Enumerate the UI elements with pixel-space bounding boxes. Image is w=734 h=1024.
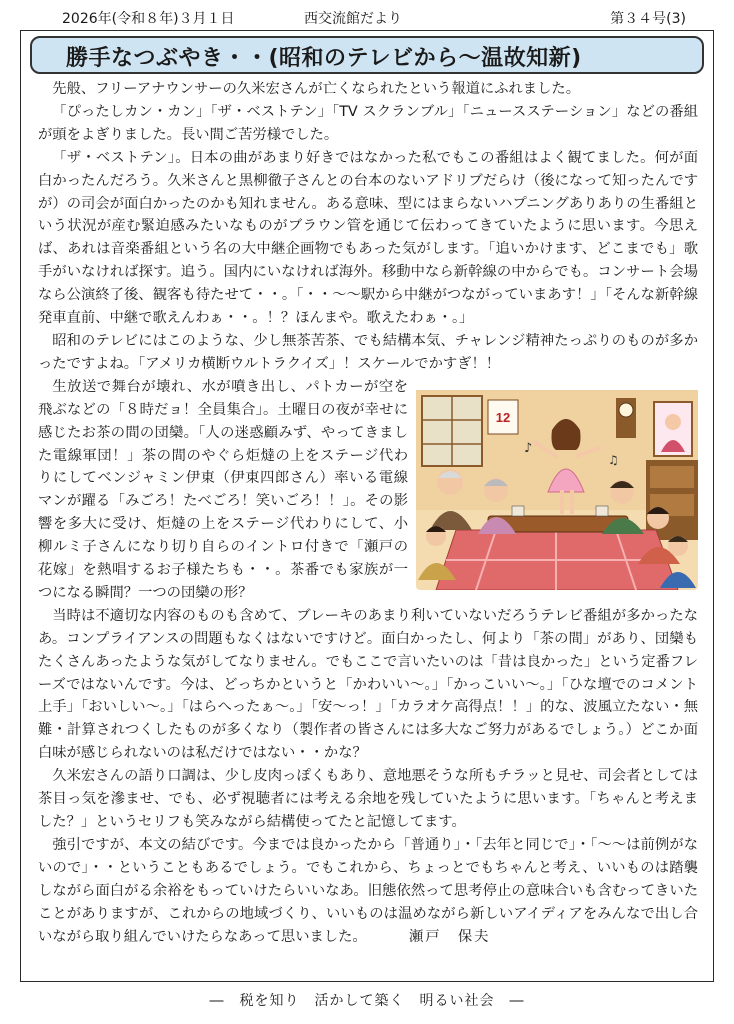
article-title-box — [30, 36, 704, 74]
paragraph-1: 先般、フリーアナウンサーの久米宏さんが亡くなられたという報道にふれました。 — [52, 81, 580, 97]
page-header — [62, 8, 706, 28]
paragraph-5: 生放送で舞台が壊れ、水が噴き出し、パトカーが空を飛ぶなどの「８時だョ！全員集合」。土曜日の夜が幸せに感じたお茶の間の団欒。「人の迷惑顧みず、やってきました電線軍団！」茶の間のやぐら炬燵の上をステージ代わりにしてベンジャミン伊東（伊東四郎さん）率いる電線マンが躍る「みごろ！たべごろ！笑いごろ！！」。その影響を多大に受け、炬燵の上をステージ代わりにして、小柳ルミ子さんになり切り自らのイントロ付きで「瀬戸の花嫁」を熱唱するお子様たちも・・。茶番でも家族が一つになる瞬間？一つの団欒の形？ — [38, 378, 408, 601]
family-kotatsu-illustration — [416, 390, 698, 590]
calendar-number: 12 — [495, 409, 511, 425]
illustration-svg — [416, 390, 698, 590]
paragraph-7: 久米宏さんの語り口調は、少し皮肉っぽくもあり、意地悪そうな所もチラッと見せ、司会者としては茶目っ気を滲ませ、でも、必ず視聴者には考える余地を残していたように思います。「ちゃんと考えました？」というセリフも笑みながら結構使ってたと記憶してます。 — [38, 768, 698, 830]
svg-text:♪: ♪ — [524, 440, 533, 456]
paragraph-4: 昭和のテレビにはこのような、少し無茶苦茶、でも結構本気、チャレンジ精神たっぷりのものが多かったですよね。「アメリカ横断ウルトラクイズ」！スケールでかすぎ！！ — [38, 332, 698, 372]
article-title: 勝手なつぶやき・・(昭和のテレビから～温故知新) — [66, 46, 582, 71]
paragraph-2: 「ぴったしカン・カン」「ザ・ベストテン」「TV スクランブル」「ニュースステーション」などの番組が頭をよぎりました。長い間ご苦労様でした。 — [38, 103, 698, 143]
paragraph-8-text: 強引ですが、本文の結びです。今までは良かったから「普通り」・「去年と同じで」・「～～は前例がないので」・・ということもあるでしょう。でもこれから、ちょっとでもちゃんと考え、いいものは踏襲しながら面白がる余裕をもっていけたらいいなあ。旧態依然って思考停止の意味合いも含むってきいたことがありますが、これからの地域づくり、いいものは温めながら新しいアイディアをみんなで出し合いながら取り組んでいけたらなあって思いました。 — [38, 836, 698, 945]
paragraph-8 — [38, 834, 698, 949]
author-name: 瀬戸 保夫 — [408, 928, 491, 945]
paragraph-6: 当時は不適切な内容のものも含めて、ブレーキのあまり利いていないだろうテレビ番組が多かったなあ。コンプライアンスの問題もなくはないですけど。面白かったし、何より「茶の間」があり、団欒もたくさんあったような気がしてなりません。でもここで言いたいのは「昔は良かった」という定番フレーズではないんです。今は、どっちかというと「かわいい～。」「かっこいい～。」「ひな壇でのコメント上手」「おいしい～。」「はらへったぁ～。」「安～っ！」「カラオケ高得点！！」的な、波風立たない・無難・計算されつくしたものが多くなり（製作者の皆さんには多大なご努力があるでしょう。）どこか面白味が感じられないのは私だけではない・・かな？ — [38, 607, 698, 762]
issue-number: 第３４号(3) — [610, 11, 686, 27]
issue-date: 2026年(令和８年)３月１日 — [62, 11, 235, 27]
paragraph-3: 「ザ・ベストテン」。日本の曲があまり好きではなかった私でもこの番組はよく観てました。何が面白かったんだろう。久米さんと黒柳徹子さんとの台本のないアドリブだらけ（後になって知ったんですが）の司会が面白かったのかも知れません。ある意味、型にはまらないハプニングありありの生番組という状況が産む緊迫感みたいなものがブラウン管を通じて伝わってきていたように思います。今思えば、あれは音楽番組という名の大中継企画物でもあった気がします。「追いかけます、どこまでも」歌手がいなければ探す。追う。国内にいなければ海外。移動中なら新幹線の中からでも。コンサート会場なら公演終了後、観客も待たせて・・。「・・～～駅から中継がつながっていまあす！」「そんな新幹線発車直前、中継で歌えんわぁ・・。！？ほんまや。歌えたわぁ・。」 — [38, 149, 698, 327]
footer-slogan: ― 税を知り 活かして築く 明るい社会 ― — [209, 993, 525, 1009]
newsletter-name: 西交流館だより — [304, 11, 402, 27]
article-body — [38, 78, 698, 948]
svg-text:♫: ♫ — [608, 452, 619, 467]
